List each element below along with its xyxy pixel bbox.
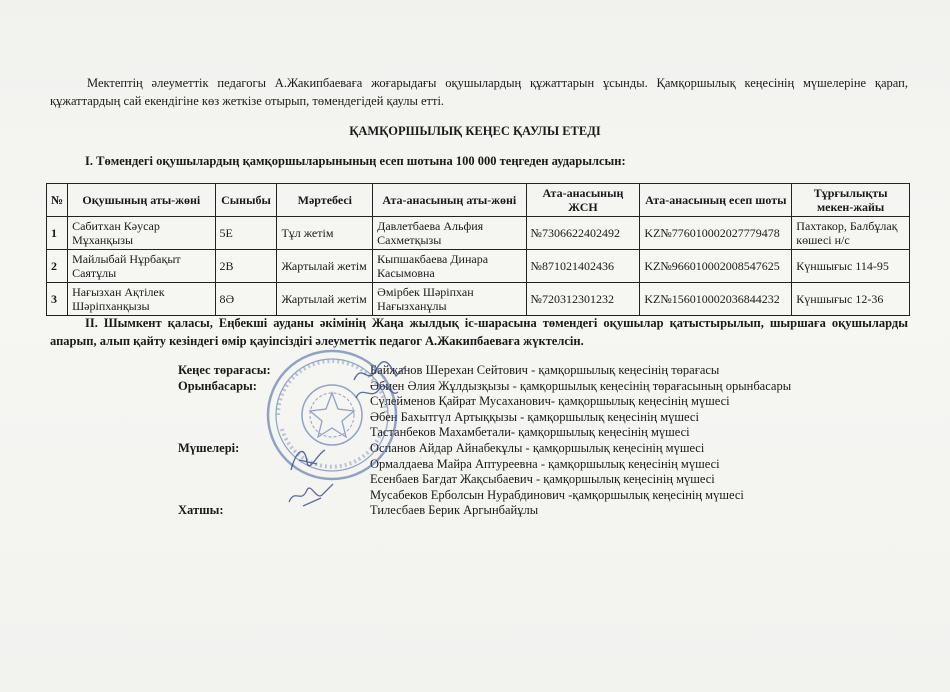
committee-member: Оспанов Айдар Айнабекұлы - қамқоршылық кеңесінің мүшесі (370, 440, 705, 455)
committee-row (178, 503, 818, 519)
parent-name: Кыпшакбаева Динара Касымовна (373, 250, 526, 283)
table-row (47, 283, 910, 316)
committee-role: Кеңес төрағасы: (178, 363, 271, 377)
student-class: 8Ә (215, 283, 277, 316)
header-class: Сыныбы (215, 184, 277, 217)
table-header-row (47, 184, 910, 217)
committee-row (178, 488, 818, 504)
committee-role (178, 472, 370, 488)
header-parent-name: Ата-анасының аты-жөні (373, 184, 526, 217)
committee-member: Есенбаев Бағдат Жақсыбаевич - қамқоршылық кеңесінің мүшесі (370, 472, 715, 487)
row-number: 1 (47, 217, 68, 250)
student-class: 5Е (215, 217, 277, 250)
parent-iin: №7306622402492 (526, 217, 640, 250)
student-status: Жартылай жетім (277, 250, 373, 283)
students-table (46, 183, 910, 316)
committee-member: Әбен Бахытгүл Артыққызы - қамқоршылық кеңесінің мүшесі (370, 409, 699, 424)
committee-role (178, 488, 370, 504)
committee-member: Тастанбеков Махамбетали- қамқоршылық кеңесінің мүшесі (370, 425, 690, 440)
intro-paragraph: Мектептің әлеуметтік педагогы А.Жакипбаеваға жоғарыдағы оқушылардың құжаттарын ұсынды. Қамқоршылық кеңесінің мүшелеріне қарап, құжаттардың сай екендігіне көз жеткізе отырып, төмендегідей қаулы етті. (50, 76, 908, 108)
student-status: Жартылай жетім (277, 283, 373, 316)
student-name: Сабитхан Кәусар Мұханқызы (68, 217, 215, 250)
header-number: № (47, 184, 68, 217)
committee-role: Орынбасары: (178, 378, 257, 393)
committee-row (178, 379, 818, 395)
committee-role (178, 394, 370, 410)
row-number: 2 (47, 250, 68, 283)
table-row (47, 217, 910, 250)
parent-account: KZ№966010002008547625 (640, 250, 792, 283)
committee-member: Байжанов Шерехан Сейтович - қамқоршылық кеңесінің төрағасы (370, 363, 720, 377)
committee-member: Сүлейменов Қайрат Мусаханович- қамқоршылық кеңесінің мүшесі (370, 394, 730, 409)
section-1-text: I. Төмендегі оқушылардың қамқоршыларынының есеп шотына 100 000 теңгеден аударылсын: (85, 154, 626, 168)
student-name: Нағызхан Ақтілек Шәріпханқызы (68, 283, 215, 316)
address: Күншығыс 114-95 (792, 250, 910, 283)
committee-member: Әбиен Әлия Жұлдызқызы - қамқоршылық кеңесінің төрағасының орынбасары (370, 378, 792, 393)
parent-iin: №720312301232 (526, 283, 640, 316)
header-parent-account: Ата-анасының есеп шоты (640, 184, 792, 217)
section-2-text: II. Шымкент қаласы, Еңбекші ауданы әкімінің Жаңа жылдық іс-шарасына төмендегі оқушылар қатыстырылып, шыршаға оқушыларды апарып, алып қайту кезіндегі өмір қауіпсіздігі әлеуметтік педагог А.Жакипбаеваға жүктелсін. (50, 316, 908, 348)
committee-row (178, 425, 818, 441)
committee-role (178, 410, 370, 426)
resolution-heading: ҚАМҚОРШЫЛЫҚ КЕҢЕС ҚАУЛЫ ЕТЕДІ (349, 124, 601, 138)
student-name: Майлыбай Нұрбақыт Саятұлы (68, 250, 215, 283)
committee-row (178, 363, 818, 379)
table-row (47, 250, 910, 283)
header-address: Тұрғылықты мекен-жайы (792, 184, 910, 217)
committee-role: Мүшелері: (178, 440, 240, 455)
committee-row (178, 472, 818, 488)
committee-member: Тилесбаев Берик Аргынбайұлы (370, 503, 539, 518)
parent-account: KZ№156010002036844232 (640, 283, 792, 316)
student-status: Тұл жетім (277, 217, 373, 250)
committee-member: Ормалдаева Майра Аптуреевна - қамқоршылық кеңесінің мүшесі (370, 456, 720, 471)
parent-iin: №871021402436 (526, 250, 640, 283)
row-number: 3 (47, 283, 68, 316)
address: Пахтакор, Балбұлақ көшесі н/с (792, 217, 910, 250)
address: Күншығыс 12-36 (792, 283, 910, 316)
committee-role (178, 425, 370, 441)
parent-name: Әмірбек Шәріпхан Нағызханұлы (373, 283, 526, 316)
committee-role (178, 457, 370, 473)
committee-role: Хатшы: (178, 503, 224, 518)
student-class: 2В (215, 250, 277, 283)
parent-account: KZ№776010002027779478 (640, 217, 792, 250)
committee-list (178, 363, 818, 519)
header-student-name: Оқушының аты-жөні (68, 184, 215, 217)
header-status: Мәртебесі (277, 184, 373, 217)
committee-member: Мусабеков Ерболсын Нурабдинович -қамқоршылық кеңесінің мүшесі (370, 487, 744, 502)
parent-name: Давлетбаева Альфия Сахметқызы (373, 217, 526, 250)
committee-row (178, 410, 818, 426)
committee-row (178, 394, 818, 410)
committee-row (178, 457, 818, 473)
header-parent-iin: Ата-анасының ЖСН (526, 184, 640, 217)
committee-row (178, 441, 818, 457)
